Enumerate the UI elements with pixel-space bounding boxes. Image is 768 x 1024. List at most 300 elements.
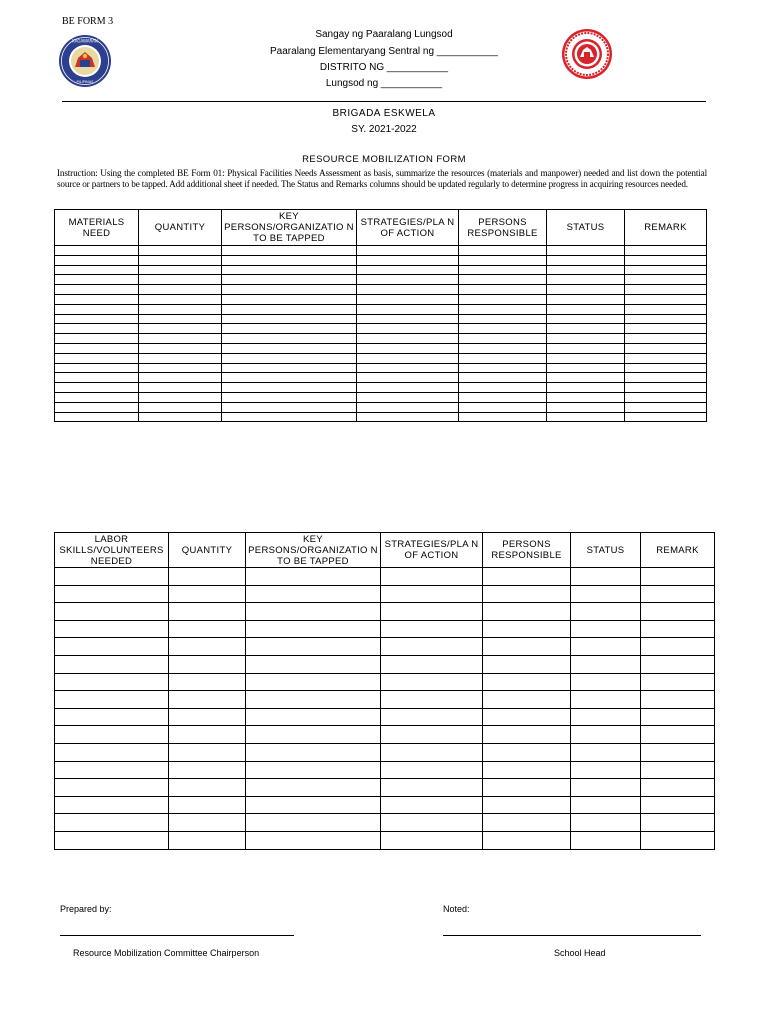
table-cell[interactable]: [641, 796, 715, 814]
table-cell[interactable]: [246, 743, 381, 761]
column-header: QUANTITY: [139, 210, 222, 246]
table-cell[interactable]: [547, 304, 625, 314]
table-cell[interactable]: [357, 402, 459, 412]
table-cell[interactable]: [381, 814, 483, 832]
table-row: [55, 831, 715, 849]
table-cell[interactable]: [169, 585, 246, 603]
table-cell[interactable]: [381, 673, 483, 691]
noted-signature-line: [443, 935, 701, 936]
table-cell[interactable]: [625, 246, 707, 256]
table-cell[interactable]: [139, 246, 222, 256]
table-cell[interactable]: [571, 726, 641, 744]
table-cell[interactable]: [381, 638, 483, 656]
table-row: [55, 373, 707, 383]
table-cell[interactable]: [381, 726, 483, 744]
table-cell[interactable]: [625, 334, 707, 344]
table-cell[interactable]: [55, 814, 169, 832]
table-cell[interactable]: [547, 353, 625, 363]
table-cell[interactable]: [55, 383, 139, 393]
table-cell[interactable]: [547, 392, 625, 402]
table-cell[interactable]: [459, 314, 547, 324]
table-cell[interactable]: [571, 603, 641, 621]
table-cell[interactable]: [483, 743, 571, 761]
table-cell[interactable]: [483, 603, 571, 621]
table-cell[interactable]: [357, 392, 459, 402]
table-cell[interactable]: [139, 334, 222, 344]
table-cell[interactable]: [222, 343, 357, 353]
table-cell[interactable]: [139, 363, 222, 373]
table-cell[interactable]: [641, 691, 715, 709]
table-cell[interactable]: [547, 334, 625, 344]
table-cell[interactable]: [222, 373, 357, 383]
table-cell[interactable]: [459, 363, 547, 373]
table-cell[interactable]: [222, 402, 357, 412]
table-row: [55, 392, 707, 402]
table-cell[interactable]: [357, 363, 459, 373]
table-cell[interactable]: [55, 761, 169, 779]
table-cell[interactable]: [547, 285, 625, 295]
table-row: [55, 761, 715, 779]
table-row: [55, 285, 707, 295]
table-cell[interactable]: [246, 796, 381, 814]
table-cell[interactable]: [55, 402, 139, 412]
table-cell[interactable]: [641, 743, 715, 761]
table-cell[interactable]: [246, 585, 381, 603]
svg-text:KAGAWARAN: KAGAWARAN: [72, 38, 98, 44]
table-row: [55, 343, 707, 353]
table-cell[interactable]: [625, 285, 707, 295]
table-row: [55, 743, 715, 761]
program-title: BRIGADA ESKWELA: [332, 108, 436, 119]
table-cell[interactable]: [246, 673, 381, 691]
table-cell[interactable]: [381, 603, 483, 621]
table-row: [55, 726, 715, 744]
table-cell[interactable]: [483, 708, 571, 726]
table-cell[interactable]: [459, 383, 547, 393]
table-cell[interactable]: [641, 726, 715, 744]
table-cell[interactable]: [483, 691, 571, 709]
column-header: STRATEGIES/PLA N OF ACTION: [381, 533, 483, 568]
table-row: [55, 708, 715, 726]
table-cell[interactable]: [222, 383, 357, 393]
column-header: PERSONS RESPONSIBLE: [459, 210, 547, 246]
table-cell[interactable]: [222, 412, 357, 422]
column-header: LABOR SKILLS/VOLUNTEERS NEEDED: [55, 533, 169, 568]
table-cell[interactable]: [459, 324, 547, 334]
table-cell[interactable]: [55, 568, 169, 586]
table-cell[interactable]: [246, 655, 381, 673]
table-cell[interactable]: [139, 373, 222, 383]
table-cell[interactable]: [547, 373, 625, 383]
table-cell[interactable]: [55, 708, 169, 726]
form-title: RESOURCE MOBILIZATION FORM: [302, 154, 466, 165]
table-cell[interactable]: [169, 603, 246, 621]
table-cell[interactable]: [169, 761, 246, 779]
table-cell[interactable]: [381, 691, 483, 709]
table-cell[interactable]: [246, 603, 381, 621]
table-row: [55, 265, 707, 275]
column-header: MATERIALS NEED: [55, 210, 139, 246]
table-cell[interactable]: [55, 265, 139, 275]
table-cell[interactable]: [55, 655, 169, 673]
table-row: [55, 324, 707, 334]
column-header: STRATEGIES/PLA N OF ACTION: [357, 210, 459, 246]
table-cell[interactable]: [55, 392, 139, 402]
table-cell[interactable]: [625, 343, 707, 353]
table-cell[interactable]: [641, 568, 715, 586]
table-cell[interactable]: [381, 708, 483, 726]
table-cell[interactable]: [55, 673, 169, 691]
table-cell[interactable]: [222, 334, 357, 344]
table-cell[interactable]: [641, 585, 715, 603]
table-cell[interactable]: [139, 412, 222, 422]
table-cell[interactable]: [459, 392, 547, 402]
table-cell[interactable]: [169, 655, 246, 673]
table-cell[interactable]: [55, 343, 139, 353]
table-cell[interactable]: [357, 314, 459, 324]
table-header-row: [55, 210, 707, 246]
table-cell[interactable]: [222, 255, 357, 265]
table-cell[interactable]: [357, 334, 459, 344]
table-cell[interactable]: [55, 796, 169, 814]
table-cell[interactable]: [139, 304, 222, 314]
table-row: [55, 638, 715, 656]
table-cell[interactable]: [547, 314, 625, 324]
table-cell[interactable]: [169, 620, 246, 638]
table-cell[interactable]: [222, 324, 357, 334]
table-cell[interactable]: [222, 285, 357, 295]
column-header: STATUS: [571, 533, 641, 568]
table-row: [55, 246, 707, 256]
table-cell[interactable]: [55, 334, 139, 344]
column-header: REMARK: [625, 210, 707, 246]
table-cell[interactable]: [483, 568, 571, 586]
table-cell[interactable]: [246, 779, 381, 797]
table-row: [55, 412, 707, 422]
table-cell[interactable]: [222, 246, 357, 256]
table-cell[interactable]: [547, 363, 625, 373]
table-cell[interactable]: [641, 620, 715, 638]
table-cell[interactable]: [139, 275, 222, 285]
table-cell[interactable]: [55, 294, 139, 304]
table-cell[interactable]: [169, 691, 246, 709]
table-cell[interactable]: [459, 275, 547, 285]
table-row: [55, 363, 707, 373]
table-cell[interactable]: [246, 708, 381, 726]
table-cell[interactable]: [641, 814, 715, 832]
prepared-signature-line: [60, 935, 294, 936]
table-cell[interactable]: [55, 743, 169, 761]
table-cell[interactable]: [571, 620, 641, 638]
table-row: [55, 383, 707, 393]
table-row: [55, 334, 707, 344]
table-cell[interactable]: [55, 353, 139, 363]
instruction-text: Instruction: Using the completed BE Form 01: Physical Facilities Needs Assessment as basis, summarize the resources (materials and manpower) needed and list down the potential source or partners to be tapped. Add additional sheet if needed. The Status and Remarks columns should be updated regularly to determine progress in acquiring resources needed.: [57, 168, 707, 189]
table-cell[interactable]: [246, 638, 381, 656]
table-cell[interactable]: [459, 255, 547, 265]
table-cell[interactable]: [357, 324, 459, 334]
table-cell[interactable]: [222, 304, 357, 314]
table-cell[interactable]: [55, 412, 139, 422]
table-cell[interactable]: [571, 673, 641, 691]
table-cell[interactable]: [641, 638, 715, 656]
column-header: KEY PERSONS/ORGANIZATIO N TO BE TAPPED: [222, 210, 357, 246]
table-cell[interactable]: [357, 343, 459, 353]
table-row: [55, 255, 707, 265]
table-cell[interactable]: [139, 294, 222, 304]
table-cell[interactable]: [55, 603, 169, 621]
table-cell[interactable]: [222, 265, 357, 275]
table-cell[interactable]: [625, 294, 707, 304]
table-cell[interactable]: [547, 383, 625, 393]
table-cell[interactable]: [459, 343, 547, 353]
table-cell[interactable]: [641, 761, 715, 779]
table-cell[interactable]: [381, 743, 483, 761]
table-cell[interactable]: [571, 779, 641, 797]
table-cell[interactable]: [483, 638, 571, 656]
table-cell[interactable]: [357, 275, 459, 285]
table-cell[interactable]: [625, 373, 707, 383]
table-cell[interactable]: [222, 275, 357, 285]
noted-by-title: School Head: [554, 948, 606, 958]
table-cell[interactable]: [139, 255, 222, 265]
table-cell[interactable]: [483, 655, 571, 673]
table-cell[interactable]: [139, 343, 222, 353]
table-cell[interactable]: [169, 831, 246, 849]
table-cell[interactable]: [625, 275, 707, 285]
table-cell[interactable]: [139, 285, 222, 295]
table-cell[interactable]: [641, 673, 715, 691]
table-cell[interactable]: [55, 620, 169, 638]
form-code: BE FORM 3: [62, 16, 114, 27]
table-cell[interactable]: [357, 265, 459, 275]
table-cell[interactable]: [641, 708, 715, 726]
table-cell[interactable]: [357, 255, 459, 265]
table-cell[interactable]: [381, 568, 483, 586]
table-cell[interactable]: [483, 761, 571, 779]
table-cell[interactable]: [641, 655, 715, 673]
table-cell[interactable]: [169, 708, 246, 726]
table-row: [55, 585, 715, 603]
table-cell[interactable]: [483, 620, 571, 638]
column-header: QUANTITY: [169, 533, 246, 568]
table-row: [55, 275, 707, 285]
table-cell[interactable]: [381, 779, 483, 797]
table-cell[interactable]: [357, 373, 459, 383]
table-cell[interactable]: [169, 568, 246, 586]
table-row: [55, 691, 715, 709]
table-cell[interactable]: [459, 412, 547, 422]
table-cell[interactable]: [139, 314, 222, 324]
header-divider: [62, 101, 706, 102]
table-cell[interactable]: [625, 324, 707, 334]
table-cell[interactable]: [222, 294, 357, 304]
table-cell[interactable]: [483, 726, 571, 744]
table-cell[interactable]: [625, 255, 707, 265]
table-cell[interactable]: [571, 761, 641, 779]
table-cell[interactable]: [246, 691, 381, 709]
labor-table: [54, 532, 715, 850]
table-cell[interactable]: [139, 383, 222, 393]
table-cell[interactable]: [547, 412, 625, 422]
table-cell[interactable]: [55, 638, 169, 656]
table-row: [55, 620, 715, 638]
table-cell[interactable]: [139, 265, 222, 275]
table-cell[interactable]: [625, 383, 707, 393]
table-cell[interactable]: [139, 324, 222, 334]
table-cell[interactable]: [459, 294, 547, 304]
table-cell[interactable]: [483, 585, 571, 603]
prepared-by-label: Prepared by:: [60, 904, 112, 914]
table-cell[interactable]: [55, 831, 169, 849]
division-name: Sangay ng Paaralang Lungsod: [315, 29, 453, 40]
table-cell[interactable]: [357, 285, 459, 295]
table-cell[interactable]: [571, 796, 641, 814]
materials-table: [54, 209, 707, 422]
table-cell[interactable]: [547, 294, 625, 304]
table-cell[interactable]: [483, 814, 571, 832]
table-cell[interactable]: [55, 585, 169, 603]
table-cell[interactable]: [169, 779, 246, 797]
city-line: Lungsod ng ___________: [325, 78, 443, 89]
table-cell[interactable]: [625, 363, 707, 373]
table-cell[interactable]: [625, 402, 707, 412]
table-cell[interactable]: [222, 363, 357, 373]
table-cell[interactable]: [483, 831, 571, 849]
table-cell[interactable]: [459, 373, 547, 383]
table-cell[interactable]: [571, 743, 641, 761]
column-header: REMARK: [641, 533, 715, 568]
table-cell[interactable]: [169, 796, 246, 814]
table-cell[interactable]: [641, 603, 715, 621]
svg-text:PILIPINAS: PILIPINAS: [76, 80, 94, 84]
table-cell[interactable]: [357, 383, 459, 393]
table-cell[interactable]: [55, 779, 169, 797]
school-year: SY. 2021-2022: [351, 124, 417, 135]
table-cell[interactable]: [571, 638, 641, 656]
column-header: KEY PERSONS/ORGANIZATIO N TO BE TAPPED: [246, 533, 381, 568]
table-row: [55, 673, 715, 691]
table-cell[interactable]: [222, 353, 357, 363]
table-cell[interactable]: [547, 343, 625, 353]
table-cell[interactable]: [483, 779, 571, 797]
table-cell[interactable]: [55, 373, 139, 383]
table-cell[interactable]: [571, 831, 641, 849]
table-cell[interactable]: [625, 304, 707, 314]
table-cell[interactable]: [547, 255, 625, 265]
table-row: [55, 603, 715, 621]
table-cell[interactable]: [459, 304, 547, 314]
table-cell[interactable]: [246, 814, 381, 832]
table-cell[interactable]: [246, 831, 381, 849]
table-cell[interactable]: [547, 275, 625, 285]
table-cell[interactable]: [483, 796, 571, 814]
column-header: STATUS: [547, 210, 625, 246]
table-cell[interactable]: [625, 265, 707, 275]
table-cell[interactable]: [55, 691, 169, 709]
table-cell[interactable]: [55, 255, 139, 265]
table-cell[interactable]: [169, 673, 246, 691]
table-cell[interactable]: [483, 673, 571, 691]
table-cell[interactable]: [547, 324, 625, 334]
table-row: [55, 304, 707, 314]
table-cell[interactable]: [357, 246, 459, 256]
table-row: [55, 314, 707, 324]
table-cell[interactable]: [246, 620, 381, 638]
table-cell[interactable]: [357, 353, 459, 363]
table-cell[interactable]: [381, 761, 483, 779]
table-cell[interactable]: [571, 691, 641, 709]
table-cell[interactable]: [641, 779, 715, 797]
table-row: [55, 353, 707, 363]
table-cell[interactable]: [169, 638, 246, 656]
table-cell[interactable]: [139, 353, 222, 363]
table-cell[interactable]: [246, 761, 381, 779]
table-cell[interactable]: [625, 314, 707, 324]
table-cell[interactable]: [459, 402, 547, 412]
column-header: PERSONS RESPONSIBLE: [483, 533, 571, 568]
table-cell[interactable]: [381, 585, 483, 603]
table-cell[interactable]: [139, 402, 222, 412]
table-cell[interactable]: [459, 353, 547, 363]
table-cell[interactable]: [246, 726, 381, 744]
table-row: [55, 779, 715, 797]
table-cell[interactable]: [571, 655, 641, 673]
table-cell[interactable]: [381, 796, 483, 814]
table-cell[interactable]: [571, 708, 641, 726]
table-cell[interactable]: [55, 246, 139, 256]
table-cell[interactable]: [547, 246, 625, 256]
district-line: DISTRITO NG ___________: [319, 62, 449, 73]
table-cell[interactable]: [357, 412, 459, 422]
table-cell[interactable]: [547, 265, 625, 275]
table-cell[interactable]: [55, 314, 139, 324]
noted-label: Noted:: [443, 904, 470, 914]
table-cell[interactable]: [547, 402, 625, 412]
table-cell[interactable]: [222, 314, 357, 324]
table-cell[interactable]: [381, 620, 483, 638]
table-cell[interactable]: [55, 285, 139, 295]
table-cell[interactable]: [625, 412, 707, 422]
prepared-by-title: Resource Mobilization Committee Chairperson: [73, 948, 260, 958]
table-cell[interactable]: [169, 726, 246, 744]
table-cell[interactable]: [571, 568, 641, 586]
table-cell[interactable]: [246, 568, 381, 586]
table-cell[interactable]: [55, 363, 139, 373]
table-cell[interactable]: [169, 743, 246, 761]
table-cell[interactable]: [139, 392, 222, 402]
table-cell[interactable]: [357, 304, 459, 314]
table-cell[interactable]: [222, 392, 357, 402]
table-cell[interactable]: [625, 392, 707, 402]
table-cell[interactable]: [571, 585, 641, 603]
table-cell[interactable]: [571, 814, 641, 832]
table-cell[interactable]: [459, 334, 547, 344]
table-cell[interactable]: [55, 726, 169, 744]
table-cell[interactable]: [625, 353, 707, 363]
table-cell[interactable]: [55, 304, 139, 314]
table-cell[interactable]: [459, 246, 547, 256]
table-cell[interactable]: [381, 655, 483, 673]
table-cell[interactable]: [55, 324, 139, 334]
table-cell[interactable]: [55, 275, 139, 285]
table-cell[interactable]: [459, 265, 547, 275]
table-cell[interactable]: [169, 814, 246, 832]
table-cell[interactable]: [381, 831, 483, 849]
table-cell[interactable]: [459, 285, 547, 295]
table-cell[interactable]: [357, 294, 459, 304]
table-cell[interactable]: [641, 831, 715, 849]
